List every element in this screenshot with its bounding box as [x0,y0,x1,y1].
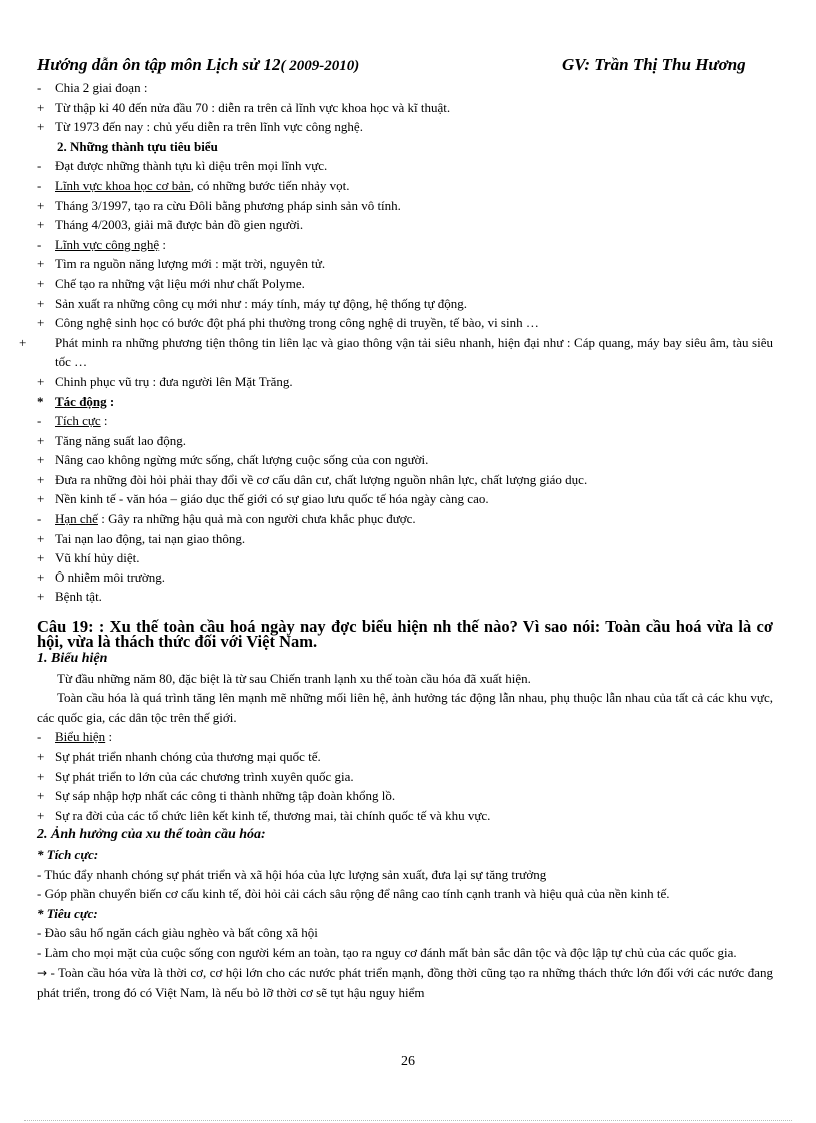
page-number: 26 [401,1054,415,1069]
impact-heading: * Tác động : [37,393,115,409]
negative-list [37,923,773,962]
list-item: + Tìm ra nguồn năng lượng mới : mặt trời, nguyên tử. [37,256,326,272]
list-item: + Tai nạn lao động, tai nạn giao thông. [37,530,246,546]
list-item: - Thúc đẩy nhanh chóng sự phát triển và xã hội hóa của lực lượng sản xuất, đưa lại sự tăng trưởng [37,866,547,882]
list-item: + Nền kinh tế - văn hóa – giáo dục thế giới có sự giao lưu quốc tế hóa ngày càng cao. [37,491,489,507]
positive-list [37,865,773,904]
section-a-intro-list [37,78,773,137]
arrow-icon: → [37,965,48,980]
achievements-intro [37,156,773,176]
header-title [37,55,359,75]
subheading-expression: 1. Biểu hiện [37,651,108,667]
list-item: + Tháng 4/2003, giải mã được bản đồ gien người. [37,217,304,233]
question-19-title: Câu 19: : Xu thế toàn cầu hoá ngày nay đợc biểu hiện nh thế nào? Vì sao nói: Toàn cầu hoá vừa là cơ hội, vừa là thách thức đối với Việt Nam. [37,617,773,652]
list-item: - Làm cho mọi mặt của cuộc sống con người kém an toàn, tạo ra nguy cơ đánh mất bản sắc dân tộc và độc lập tự chủ của các quốc gia. [37,944,737,960]
expression-heading: - Biểu hiện : [37,729,113,745]
list-item: + Công nghệ sinh học có bước đột phá phi thường trong công nghệ di truyền, tế bào, vi sinh … [37,315,539,331]
header-subject: Lịch sử 12 [206,55,281,74]
positive-heading: - Tích cực : [37,413,108,429]
header-course: Hướng dẫn ôn tập môn [37,55,202,74]
header-year: ( 2009-2010) [280,58,360,74]
list-item: + Bệnh tật. [37,589,102,605]
subheading-influence: 2. Ảnh hưởng của xu thế toàn cầu hóa: [37,827,266,843]
list-item: + Đưa ra những đòi hỏi phải thay đổi về cơ cấu dân cư, chất lượng nguồn nhân lực, chất lượng giáo dục. [37,471,588,487]
science-field-label: Lĩnh vực khoa học cơ bản [55,177,191,193]
limitation-line: - Hạn chế : Gây ra những hậu quả mà con người chưa khắc phục được. [37,511,416,527]
list-item: + Tăng năng suất lao động. [37,432,187,448]
footer-divider [24,1120,792,1121]
list-item: + Sự ra đời của các tổ chức liên kết kinh tế, thương mai, tài chính quốc tế và khu vực. [37,807,491,823]
paragraph: Từ đầu những năm 80, đặc biệt là từ sau Chiến tranh lạnh xu thế toàn cầu hóa đã xuất hiện. [57,670,531,686]
positive-impacts-list [37,431,773,509]
technology-field-label: Lĩnh vực công nghệ [55,236,160,252]
list-item: + Sản xuất ra những công cụ mới như : máy tính, máy tự động, hệ thống tự động. [37,295,468,311]
list-item: - Đạt được những thành tựu kì diệu trên mọi lĩnh vực. [37,158,328,174]
list-item: - Góp phần chuyển biến cơ cấu kinh tế, đòi hỏi cải cách sâu rộng để nâng cao tính cạnh tranh và hiệu quả của nền kinh tế. [37,886,670,902]
list-item: + Sự sáp nhập hợp nhất các công ti thành những tập đoàn khổng lồ. [37,788,396,804]
list-item: + Chế tạo ra những vật liệu mới như chất Polyme. [37,275,305,291]
negative-subheading: * Tiêu cực: [37,905,98,921]
list-item: + Từ thập kỉ 40 đến nửa đầu 70 : diễn ra trên cả lĩnh vực khoa học và kĩ thuật. [37,99,451,115]
list-item: + Phát minh ra những phương tiện thông tin liên lạc và giao thông vận tải siêu nhanh, hiện đại như : Cáp quang, máy bay siêu âm, tàu siêu tốc … [19,334,773,370]
science-achievements-list [37,196,773,235]
science-field-line: - Lĩnh vực khoa học cơ bản, có những bước tiến nhảy vọt. [37,177,350,193]
positive-subheading: * Tích cực: [37,846,99,862]
section-heading-achievements: 2. Những thành tựu tiêu biểu [57,138,218,154]
list-item: - Chia 2 giai đoạn : [37,80,148,95]
list-item: + Sự phát triển to lớn của các chương trình xuyên quốc gia. [37,768,354,784]
list-item: + Chinh phục vũ trụ : đưa người lên Mặt Trăng. [37,373,293,389]
list-item: + Từ 1973 đến nay : chủ yếu diễn ra trên lĩnh vực công nghệ. [37,119,363,135]
conclusion: → - Toàn cầu hóa vừa là thời cơ, cơ hội lớn cho các nước phát triển mạnh, đồng thời cũng tạo ra những thách thức lớn đối với các nước đang phát triển, trong đó có Việt Nam, là nếu bỏ lỡ thời cơ sẽ tụt hậu nguy hiểm [37,964,773,1001]
list-item: + Sự phát triển nhanh chóng của thương mại quốc tế. [37,749,321,764]
technology-achievements-list [37,254,773,332]
limitations-list [37,529,773,607]
list-item: - Đào sâu hố ngăn cách giàu nghèo và bất công xã hội [37,925,318,941]
technology-field-line: - Lĩnh vực công nghệ : [37,236,167,252]
document-body [19,78,773,1003]
paragraph: Toàn cầu hóa là quá trình tăng lên mạnh mẽ những mối liên hệ, ảnh hưởng tác động lẫn nhau, phụ thuộc lẫn nhau của tất cả các khu vực, các quốc gia, các dân tộc trên thế giới. [37,690,773,725]
list-item: + Vũ khí hủy diệt. [37,550,140,566]
header-teacher: GV: Trần Thị Thu Hương [562,55,746,74]
list-item: + Ô nhiễm môi trường. [37,569,165,585]
list-item: + Tháng 3/1997, tạo ra cừu Đôli bằng phương pháp sinh sản vô tính. [37,197,401,213]
expression-list [37,747,773,825]
list-item: + Nâng cao không ngừng mức sống, chất lượng cuộc sống của con người. [37,452,429,468]
